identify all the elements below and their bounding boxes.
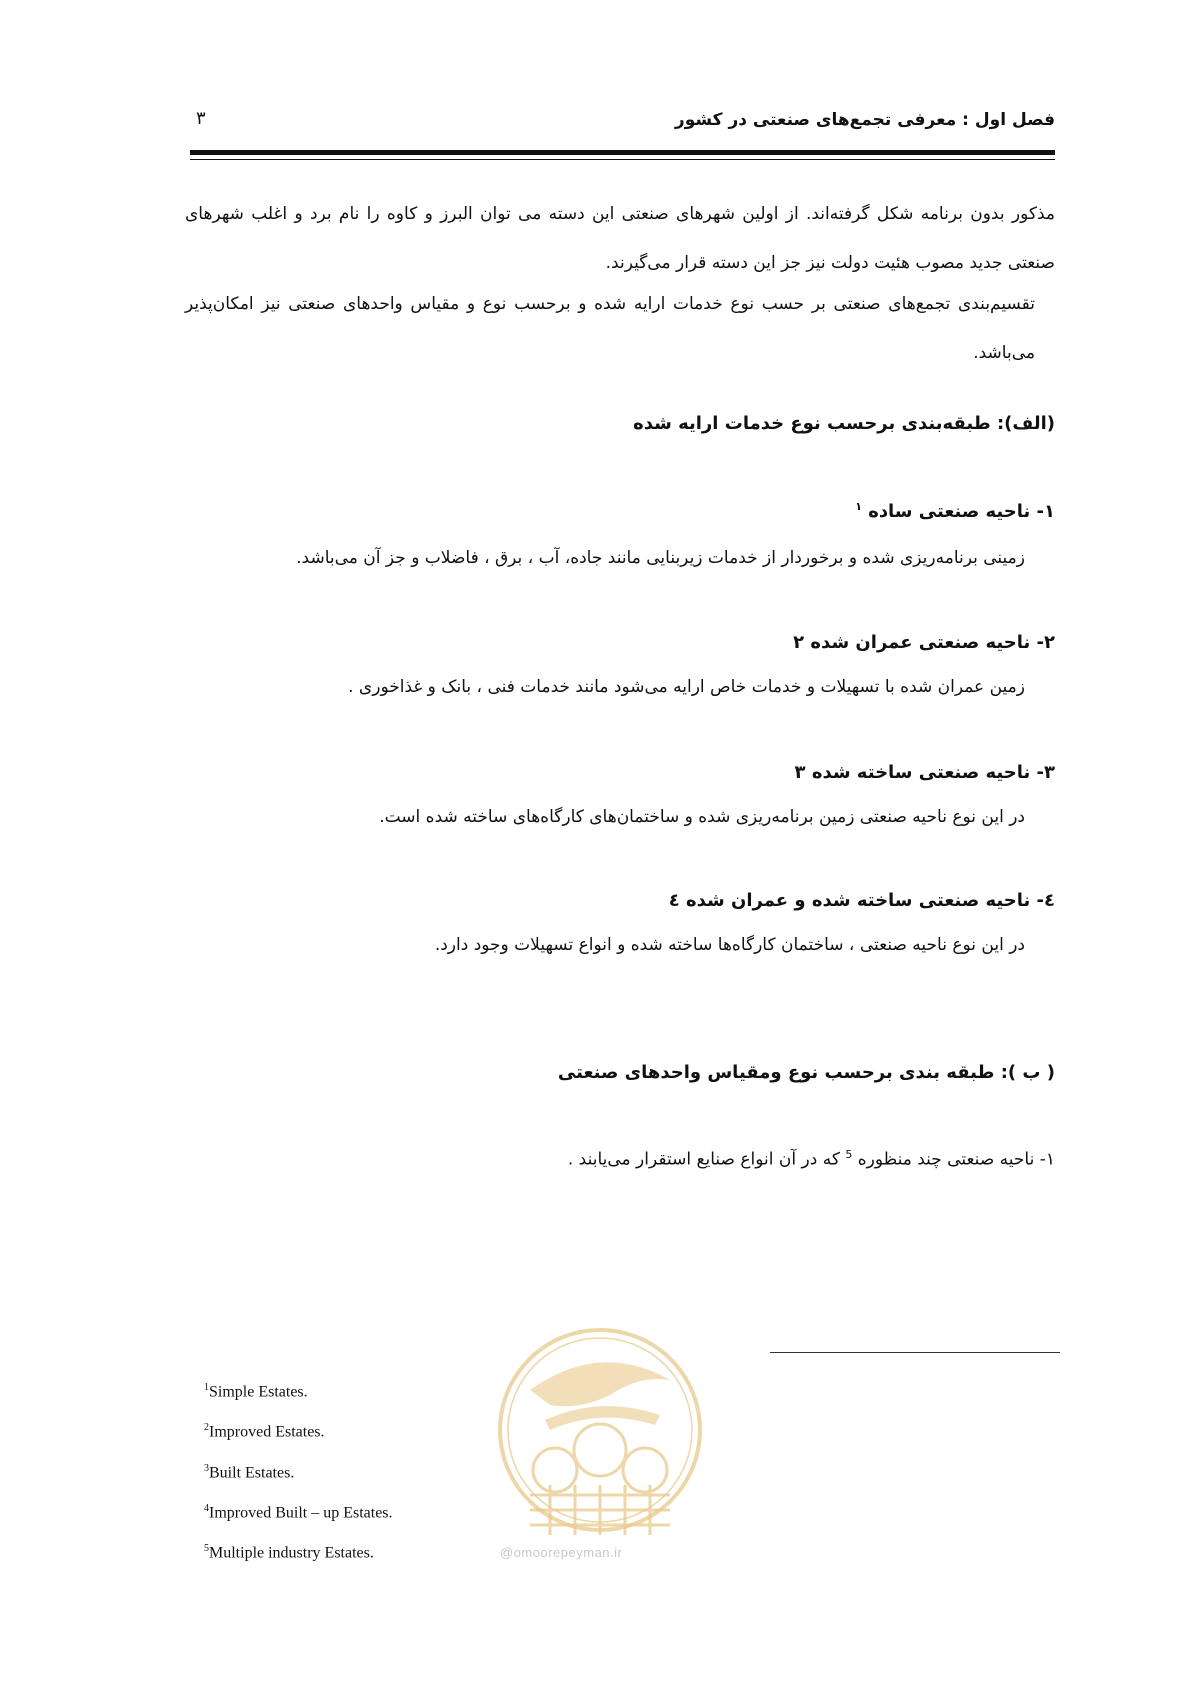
footnote-2-text: Improved Estates. <box>209 1423 325 1441</box>
watermark-logo-icon <box>490 1320 710 1540</box>
footnote-1 <box>204 1370 393 1410</box>
footnotes-list <box>204 1370 393 1572</box>
footnote-5-text: Multiple industry Estates. <box>209 1544 374 1562</box>
item-3-title: ۳- ناحیه صنعتی ساخته شده ۳ <box>794 762 1055 783</box>
chapter-title: فصل اول : معرفی تجمع‌های صنعتی در کشور <box>674 110 1055 130</box>
footnote-5-number: 5 <box>204 1543 209 1555</box>
footnote-3 <box>204 1451 393 1491</box>
section-b-item-1-before: ۱- ناحیه صنعتی چند منظوره <box>857 1149 1055 1170</box>
item-4-description: در این نوع ناحیه صنعتی ، ساختمان کارگاه‌ها ساخته شده و انواع تسهیلات وجود دارد. <box>434 935 1025 955</box>
footnote-2-number: 2 <box>204 1422 209 1434</box>
item-2-title: ۲- ناحیه صنعتی عمران شده ۲ <box>793 632 1055 653</box>
footnote-1-number: 1 <box>204 1382 209 1393</box>
intro-paragraph-2: تقسیم‌بندی تجمع‌های صنعتی بر حسب نوع خدمات ارایه شده و برحسب نوع و مقیاس واحدهای صنعتی نیز امکان‌پذیر می‌باشد. <box>185 294 1035 363</box>
section-b-item-1-after: که در آن انواع صنایع استقرار می‌یابند . <box>567 1149 840 1170</box>
item-1-footnote-marker: ۱ <box>855 500 862 513</box>
footnote-4-text: Improved Built – up Estates. <box>209 1504 393 1522</box>
item-1-title <box>855 500 1055 522</box>
footnote-3-text: Built Estates. <box>209 1463 295 1481</box>
footnote-1-text: Simple Estates. <box>209 1383 308 1401</box>
intro-paragraph-1: مذکور بدون برنامه شکل گرفته‌اند. از اولین شهرهای صنعتی این دسته می توان البرز و کاوه را نام برد و اغلب شهرهای صنعتی جدید مصوب هئیت دولت نیز جز این دسته قرار می‌گیرند. <box>185 204 1055 273</box>
section-b-item-1 <box>568 1148 1055 1170</box>
item-2-description: زمین عمران شده با تسهیلات و خدمات خاص ارایه می‌شود مانند خدمات فنی ، بانک و غذاخوری . <box>348 677 1025 697</box>
footnote-5 <box>204 1531 393 1571</box>
section-a-heading: (الف): طبقه‌بندی برحسب نوع خدمات ارایه شده <box>633 413 1055 434</box>
item-3-description: در این نوع ناحیه صنعتی زمین برنامه‌ریزی شده و ساختمان‌های کارگاه‌های ساخته شده است. <box>379 807 1025 827</box>
section-b-item-1-footnote-marker: 5 <box>845 1148 853 1161</box>
header-rule-thin <box>190 159 1055 160</box>
section-b-heading: ( ب ): طبقه بندی برحسب نوع ومقیاس واحدهای صنعتی <box>557 1062 1055 1083</box>
footnote-2 <box>204 1410 393 1450</box>
item-1-description: زمینی برنامه‌ریزی شده و برخوردار از خدمات زیربنایی مانند جاده، آب ، برق ، فاضلاب و جز آن می‌باشد. <box>296 548 1025 568</box>
item-4-title: ٤- ناحیه صنعتی ساخته شده و عمران شده ٤ <box>668 890 1055 911</box>
footnote-separator <box>770 1352 1060 1353</box>
item-1-title-text: ۱- ناحیه صنعتی ساده <box>868 501 1055 522</box>
footnote-4 <box>204 1491 393 1531</box>
footnote-3-number: 3 <box>204 1462 209 1474</box>
footnote-4-number: 4 <box>204 1502 209 1514</box>
watermark-url: @omoorepeyman.ir <box>500 1545 623 1560</box>
header-rule-thick <box>190 150 1055 155</box>
page-number: ۳ <box>196 108 206 129</box>
